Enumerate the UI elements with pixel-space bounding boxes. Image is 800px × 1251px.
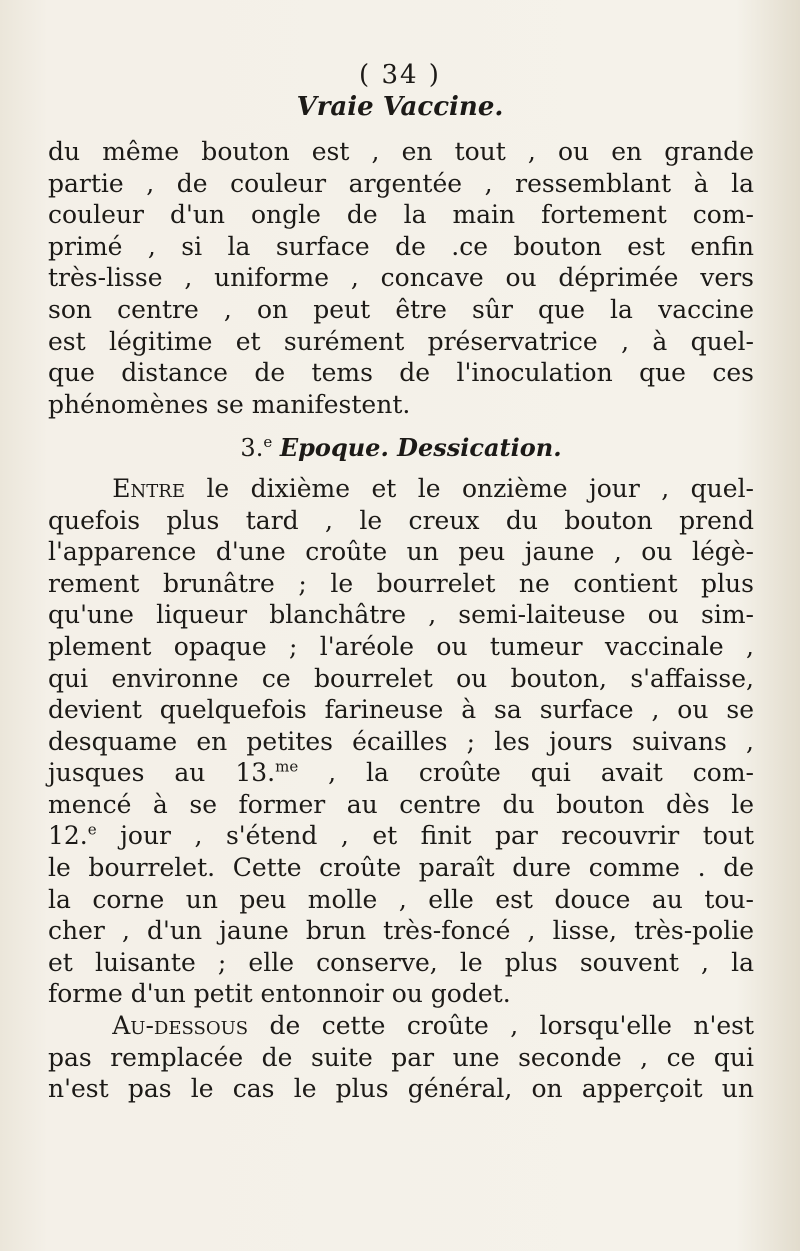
text-fragment: 12. (48, 821, 88, 851)
text-line: partie , de couleur argentée , ressemblant à la (48, 168, 754, 198)
text-fragment: le dixième et le onzième jour , quel- (206, 473, 755, 503)
text-line: n'est pas le cas le plus général, on apperçoit un (48, 1074, 754, 1104)
text-line: du même bouton est , en tout , ou en grande (48, 137, 754, 166)
running-head: Vraie Vaccine. (296, 92, 504, 122)
text-line: le bourrelet. Cette croûte paraît dure comme . de (48, 853, 754, 883)
text-line: pas remplacée de suite par une seconde , ce qui (48, 1042, 754, 1072)
text-line: l'apparence d'une croûte un peu jaune , ou légè- (48, 537, 754, 567)
text-line (48, 757, 754, 789)
text-fragment: de cette croûte , lorsqu'elle n'est (269, 1011, 755, 1041)
page-number (0, 60, 800, 90)
text-line: est légitime et surément préservatrice , à quel- (48, 326, 754, 356)
drop-word: Entre (112, 473, 185, 503)
text-line: et luisante ; elle conserve, le plus souvent , la (48, 947, 754, 977)
superscript: e (87, 821, 97, 840)
text-line: devient quelquefois farineuse à sa surface , ou se (48, 695, 754, 725)
text-line: très-lisse , uniforme , concave ou déprimée vers (48, 263, 754, 293)
superscript: me (275, 757, 299, 776)
text-body (48, 136, 754, 1105)
section-title: Epoque. Dessication. (279, 433, 562, 463)
text-line: qu'une liqueur blanchâtre , semi-laiteuse ou sim- (48, 600, 754, 630)
section-number-sup: e (263, 433, 273, 452)
text-line: cher , d'un jaune brun très-foncé , lisse, très-polie (48, 916, 754, 946)
text-fragment: jusques au 13. (48, 758, 276, 788)
text-line: desquame en petites écailles ; les jours suivans , (48, 726, 754, 756)
text-line: la corne un peu molle , elle est douce au tou- (48, 884, 754, 914)
section-heading (48, 432, 754, 465)
text-line: rement brunâtre ; le bourrelet ne contient plus (48, 568, 754, 598)
text-line: primé , si la surface de .ce bouton est enfin (48, 231, 754, 261)
text-line (48, 473, 754, 505)
page-number-text: ( 34 ) (359, 60, 441, 90)
text-line: que distance de tems de l'inoculation que ces (48, 358, 754, 388)
text-line: plement opaque ; l'aréole ou tumeur vaccinale , (48, 631, 754, 661)
text-line: quefois plus tard , le creux du bouton prend (48, 505, 754, 535)
text-line: son centre , on peut être sûr que la vaccine (48, 294, 754, 324)
section-number: 3. (240, 434, 264, 463)
text-line: qui environne ce bourrelet ou bouton, s'affaisse, (48, 663, 754, 693)
text-line: mencé à se former au centre du bouton dès le (48, 789, 754, 819)
text-line (48, 1010, 754, 1042)
text-line: forme d'un petit entonnoir ou godet. (48, 979, 511, 1009)
drop-word: Au-dessous (112, 1011, 249, 1041)
text-line (48, 820, 754, 852)
text-line: couleur d'un ongle de la main fortement com- (48, 200, 754, 230)
text-line: phénomènes se manifestent. (48, 389, 411, 419)
text-fragment: , la croûte qui avait com- (328, 758, 754, 788)
text-fragment: jour , s'étend , et finit par recouvrir tout (120, 821, 754, 851)
